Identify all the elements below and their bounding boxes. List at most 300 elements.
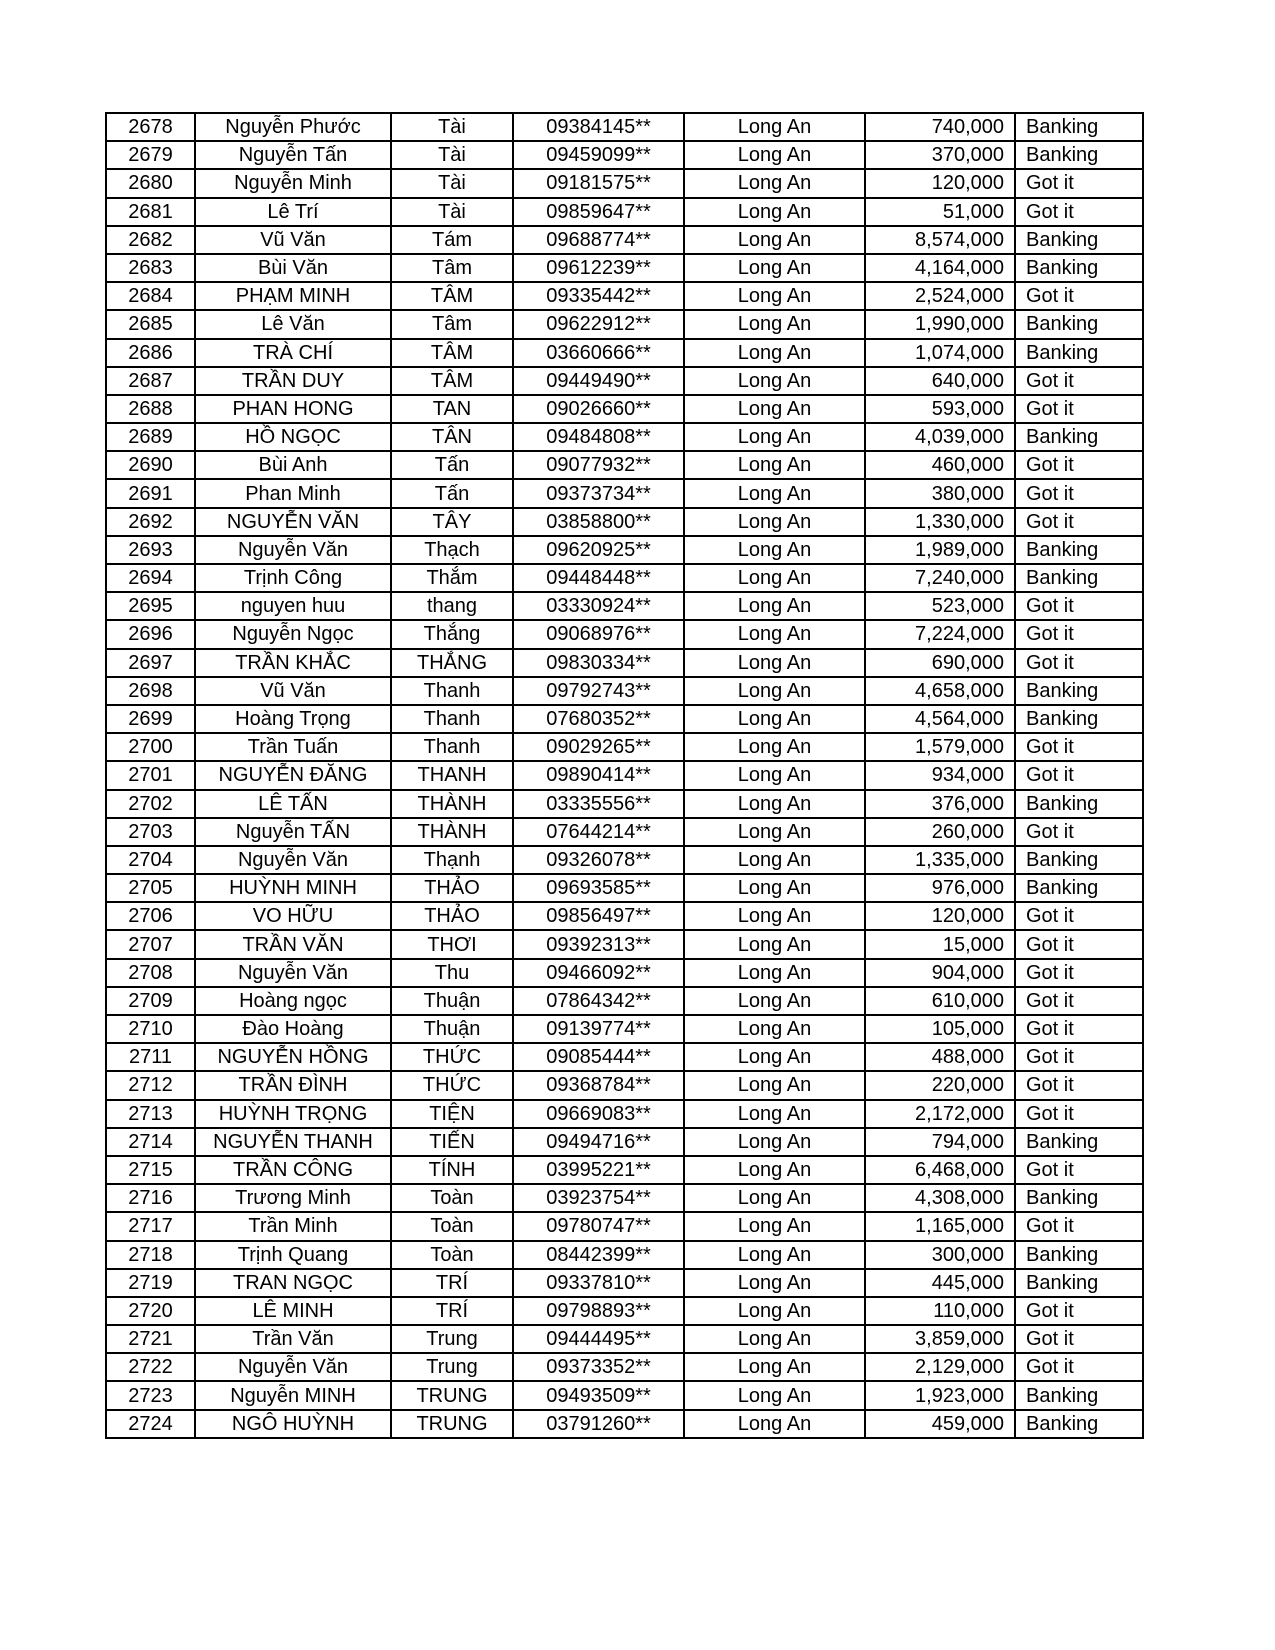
amount-cell: 976,000 [865, 874, 1015, 902]
last-name-cell: TRẦN CÔNG [195, 1156, 391, 1184]
province-cell: Long An [684, 959, 865, 987]
first-name-cell: TÂY [391, 508, 513, 536]
table-row [106, 1410, 1143, 1438]
method-cell: Got it [1015, 1071, 1143, 1099]
amount-cell: 904,000 [865, 959, 1015, 987]
row-number-cell: 2695 [106, 592, 195, 620]
row-number-cell: 2709 [106, 987, 195, 1015]
first-name-cell: Thạnh [391, 846, 513, 874]
province-cell: Long An [684, 367, 865, 395]
table-row [106, 451, 1143, 479]
table-row [106, 423, 1143, 451]
province-cell: Long An [684, 761, 865, 789]
last-name-cell: Nguyễn Văn [195, 959, 391, 987]
table-row [106, 1381, 1143, 1409]
last-name-cell: TRẦN DUY [195, 367, 391, 395]
last-name-cell: Nguyễn TẤN [195, 818, 391, 846]
method-cell: Got it [1015, 282, 1143, 310]
last-name-cell: Lê Trí [195, 198, 391, 226]
province-cell: Long An [684, 226, 865, 254]
province-cell: Long An [684, 1128, 865, 1156]
last-name-cell: NGUYỄN VĂN [195, 508, 391, 536]
method-cell: Got it [1015, 1353, 1143, 1381]
province-cell: Long An [684, 1100, 865, 1128]
row-number-cell: 2678 [106, 113, 195, 141]
first-name-cell: Tài [391, 169, 513, 197]
phone-cell: 09688774** [513, 226, 684, 254]
method-cell: Banking [1015, 677, 1143, 705]
phone-cell: 09029265** [513, 733, 684, 761]
last-name-cell: TRAN NGỌC [195, 1269, 391, 1297]
row-number-cell: 2700 [106, 733, 195, 761]
province-cell: Long An [684, 1015, 865, 1043]
province-cell: Long An [684, 1410, 865, 1438]
row-number-cell: 2722 [106, 1353, 195, 1381]
row-number-cell: 2717 [106, 1212, 195, 1240]
first-name-cell: TRUNG [391, 1381, 513, 1409]
row-number-cell: 2706 [106, 902, 195, 930]
province-cell: Long An [684, 1353, 865, 1381]
row-number-cell: 2693 [106, 536, 195, 564]
province-cell: Long An [684, 423, 865, 451]
method-cell: Banking [1015, 790, 1143, 818]
method-cell: Got it [1015, 395, 1143, 423]
amount-cell: 376,000 [865, 790, 1015, 818]
phone-cell: 07680352** [513, 705, 684, 733]
amount-cell: 8,574,000 [865, 226, 1015, 254]
amount-cell: 110,000 [865, 1297, 1015, 1325]
first-name-cell: TÍNH [391, 1156, 513, 1184]
last-name-cell: Vũ Văn [195, 226, 391, 254]
row-number-cell: 2690 [106, 451, 195, 479]
amount-cell: 593,000 [865, 395, 1015, 423]
phone-cell: 09181575** [513, 169, 684, 197]
row-number-cell: 2679 [106, 141, 195, 169]
phone-cell: 09693585** [513, 874, 684, 902]
province-cell: Long An [684, 1156, 865, 1184]
last-name-cell: Phan Minh [195, 479, 391, 507]
amount-cell: 4,039,000 [865, 423, 1015, 451]
phone-cell: 07864342** [513, 987, 684, 1015]
first-name-cell: THÀNH [391, 818, 513, 846]
row-number-cell: 2719 [106, 1269, 195, 1297]
province-cell: Long An [684, 169, 865, 197]
phone-cell: 09494716** [513, 1128, 684, 1156]
province-cell: Long An [684, 620, 865, 648]
first-name-cell: Tấn [391, 451, 513, 479]
amount-cell: 1,579,000 [865, 733, 1015, 761]
row-number-cell: 2683 [106, 254, 195, 282]
first-name-cell: TÂM [391, 282, 513, 310]
method-cell: Got it [1015, 733, 1143, 761]
province-cell: Long An [684, 113, 865, 141]
method-cell: Banking [1015, 846, 1143, 874]
first-name-cell: THẮNG [391, 649, 513, 677]
phone-cell: 09335442** [513, 282, 684, 310]
last-name-cell: Lê Văn [195, 310, 391, 338]
table-row [106, 310, 1143, 338]
province-cell: Long An [684, 818, 865, 846]
province-cell: Long An [684, 479, 865, 507]
amount-cell: 220,000 [865, 1071, 1015, 1099]
amount-cell: 459,000 [865, 1410, 1015, 1438]
amount-cell: 1,990,000 [865, 310, 1015, 338]
amount-cell: 640,000 [865, 367, 1015, 395]
phone-cell: 09620925** [513, 536, 684, 564]
phone-cell: 09392313** [513, 930, 684, 958]
province-cell: Long An [684, 987, 865, 1015]
method-cell: Got it [1015, 649, 1143, 677]
table-row [106, 1269, 1143, 1297]
method-cell: Banking [1015, 1410, 1143, 1438]
amount-cell: 934,000 [865, 761, 1015, 789]
first-name-cell: Thanh [391, 705, 513, 733]
last-name-cell: Vũ Văn [195, 677, 391, 705]
table-row [106, 282, 1143, 310]
first-name-cell: TRÍ [391, 1297, 513, 1325]
row-number-cell: 2710 [106, 1015, 195, 1043]
last-name-cell: Hoàng Trọng [195, 705, 391, 733]
amount-cell: 300,000 [865, 1241, 1015, 1269]
last-name-cell: PHẠM MINH [195, 282, 391, 310]
table-row [106, 1156, 1143, 1184]
method-cell: Banking [1015, 1241, 1143, 1269]
first-name-cell: THƠI [391, 930, 513, 958]
province-cell: Long An [684, 1269, 865, 1297]
first-name-cell: Thắm [391, 564, 513, 592]
last-name-cell: PHAN HONG [195, 395, 391, 423]
first-name-cell: Thạch [391, 536, 513, 564]
method-cell: Banking [1015, 1381, 1143, 1409]
amount-cell: 488,000 [865, 1043, 1015, 1071]
method-cell: Banking [1015, 1269, 1143, 1297]
first-name-cell: Trung [391, 1353, 513, 1381]
province-cell: Long An [684, 705, 865, 733]
last-name-cell: Trịnh Công [195, 564, 391, 592]
method-cell: Banking [1015, 1128, 1143, 1156]
first-name-cell: TIỆN [391, 1100, 513, 1128]
first-name-cell: Toàn [391, 1241, 513, 1269]
phone-cell: 09780747** [513, 1212, 684, 1240]
first-name-cell: THANH [391, 761, 513, 789]
row-number-cell: 2711 [106, 1043, 195, 1071]
table-row [106, 113, 1143, 141]
first-name-cell: THẢO [391, 902, 513, 930]
amount-cell: 2,524,000 [865, 282, 1015, 310]
table-body [106, 113, 1143, 1438]
amount-cell: 794,000 [865, 1128, 1015, 1156]
province-cell: Long An [684, 846, 865, 874]
last-name-cell: Hoàng ngọc [195, 987, 391, 1015]
method-cell: Got it [1015, 902, 1143, 930]
method-cell: Got it [1015, 959, 1143, 987]
last-name-cell: Nguyễn Văn [195, 1353, 391, 1381]
method-cell: Got it [1015, 1297, 1143, 1325]
table-row [106, 930, 1143, 958]
last-name-cell: Nguyễn Văn [195, 536, 391, 564]
first-name-cell: TIẾN [391, 1128, 513, 1156]
table-row [106, 761, 1143, 789]
province-cell: Long An [684, 1381, 865, 1409]
phone-cell: 09890414** [513, 761, 684, 789]
amount-cell: 610,000 [865, 987, 1015, 1015]
province-cell: Long An [684, 1043, 865, 1071]
last-name-cell: Trần Tuấn [195, 733, 391, 761]
first-name-cell: THỨC [391, 1043, 513, 1071]
amount-cell: 120,000 [865, 169, 1015, 197]
first-name-cell: Thuận [391, 987, 513, 1015]
table-row [106, 254, 1143, 282]
province-cell: Long An [684, 1241, 865, 1269]
method-cell: Got it [1015, 169, 1143, 197]
row-number-cell: 2718 [106, 1241, 195, 1269]
last-name-cell: Nguyễn Minh [195, 169, 391, 197]
amount-cell: 370,000 [865, 141, 1015, 169]
first-name-cell: Thắng [391, 620, 513, 648]
phone-cell: 09444495** [513, 1325, 684, 1353]
table-row [106, 1184, 1143, 1212]
phone-cell: 03858800** [513, 508, 684, 536]
row-number-cell: 2702 [106, 790, 195, 818]
first-name-cell: Tài [391, 141, 513, 169]
method-cell: Got it [1015, 620, 1143, 648]
table-row [106, 198, 1143, 226]
phone-cell: 09373352** [513, 1353, 684, 1381]
method-cell: Banking [1015, 226, 1143, 254]
last-name-cell: Bùi Anh [195, 451, 391, 479]
province-cell: Long An [684, 592, 865, 620]
table-row [106, 564, 1143, 592]
table-row [106, 536, 1143, 564]
row-number-cell: 2687 [106, 367, 195, 395]
phone-cell: 09459099** [513, 141, 684, 169]
method-cell: Got it [1015, 1212, 1143, 1240]
method-cell: Banking [1015, 564, 1143, 592]
method-cell: Banking [1015, 423, 1143, 451]
last-name-cell: Trương Minh [195, 1184, 391, 1212]
phone-cell: 03660666** [513, 339, 684, 367]
row-number-cell: 2723 [106, 1381, 195, 1409]
last-name-cell: NGUYỄN HỒNG [195, 1043, 391, 1071]
last-name-cell: nguyen huu [195, 592, 391, 620]
row-number-cell: 2708 [106, 959, 195, 987]
province-cell: Long An [684, 451, 865, 479]
method-cell: Got it [1015, 451, 1143, 479]
table-row [106, 1241, 1143, 1269]
table-row [106, 1043, 1143, 1071]
row-number-cell: 2712 [106, 1071, 195, 1099]
phone-cell: 09493509** [513, 1381, 684, 1409]
phone-cell: 09384145** [513, 113, 684, 141]
province-cell: Long An [684, 902, 865, 930]
last-name-cell: NGUYỄN ĐĂNG [195, 761, 391, 789]
amount-cell: 6,468,000 [865, 1156, 1015, 1184]
row-number-cell: 2681 [106, 198, 195, 226]
province-cell: Long An [684, 508, 865, 536]
row-number-cell: 2704 [106, 846, 195, 874]
province-cell: Long An [684, 1184, 865, 1212]
method-cell: Got it [1015, 818, 1143, 846]
row-number-cell: 2699 [106, 705, 195, 733]
phone-cell: 09326078** [513, 846, 684, 874]
last-name-cell: TRÀ CHÍ [195, 339, 391, 367]
last-name-cell: HUỲNH MINH [195, 874, 391, 902]
method-cell: Banking [1015, 339, 1143, 367]
last-name-cell: Trịnh Quang [195, 1241, 391, 1269]
method-cell: Banking [1015, 310, 1143, 338]
table-row [106, 987, 1143, 1015]
province-cell: Long An [684, 395, 865, 423]
method-cell: Got it [1015, 930, 1143, 958]
phone-cell: 08442399** [513, 1241, 684, 1269]
method-cell: Got it [1015, 198, 1143, 226]
row-number-cell: 2721 [106, 1325, 195, 1353]
amount-cell: 105,000 [865, 1015, 1015, 1043]
method-cell: Got it [1015, 1015, 1143, 1043]
amount-cell: 380,000 [865, 479, 1015, 507]
table-row [106, 395, 1143, 423]
amount-cell: 740,000 [865, 113, 1015, 141]
last-name-cell: TRẦN KHẮC [195, 649, 391, 677]
row-number-cell: 2705 [106, 874, 195, 902]
province-cell: Long An [684, 1071, 865, 1099]
phone-cell: 09798893** [513, 1297, 684, 1325]
phone-cell: 09856497** [513, 902, 684, 930]
last-name-cell: TRẦN ĐÌNH [195, 1071, 391, 1099]
first-name-cell: Toàn [391, 1184, 513, 1212]
table-row [106, 1100, 1143, 1128]
province-cell: Long An [684, 677, 865, 705]
phone-cell: 09337810** [513, 1269, 684, 1297]
amount-cell: 15,000 [865, 930, 1015, 958]
phone-cell: 03335556** [513, 790, 684, 818]
table-row [106, 508, 1143, 536]
amount-cell: 3,859,000 [865, 1325, 1015, 1353]
method-cell: Banking [1015, 141, 1143, 169]
row-number-cell: 2684 [106, 282, 195, 310]
table-row [106, 592, 1143, 620]
table-row [106, 902, 1143, 930]
row-number-cell: 2696 [106, 620, 195, 648]
method-cell: Got it [1015, 367, 1143, 395]
method-cell: Got it [1015, 1100, 1143, 1128]
province-cell: Long An [684, 1212, 865, 1240]
amount-cell: 2,172,000 [865, 1100, 1015, 1128]
province-cell: Long An [684, 198, 865, 226]
amount-cell: 4,308,000 [865, 1184, 1015, 1212]
method-cell: Got it [1015, 1156, 1143, 1184]
phone-cell: 09484808** [513, 423, 684, 451]
first-name-cell: Thuận [391, 1015, 513, 1043]
phone-cell: 09368784** [513, 1071, 684, 1099]
first-name-cell: Toàn [391, 1212, 513, 1240]
phone-cell: 09612239** [513, 254, 684, 282]
method-cell: Got it [1015, 1043, 1143, 1071]
last-name-cell: LÊ TẤN [195, 790, 391, 818]
first-name-cell: Thanh [391, 677, 513, 705]
table-row [106, 169, 1143, 197]
phone-cell: 09139774** [513, 1015, 684, 1043]
last-name-cell: HỒ NGỌC [195, 423, 391, 451]
phone-cell: 09077932** [513, 451, 684, 479]
method-cell: Got it [1015, 1325, 1143, 1353]
phone-cell: 09085444** [513, 1043, 684, 1071]
amount-cell: 260,000 [865, 818, 1015, 846]
method-cell: Got it [1015, 508, 1143, 536]
phone-cell: 09859647** [513, 198, 684, 226]
phone-cell: 09622912** [513, 310, 684, 338]
table-row [106, 1297, 1143, 1325]
method-cell: Got it [1015, 592, 1143, 620]
amount-cell: 51,000 [865, 198, 1015, 226]
last-name-cell: NGÔ HUỲNH [195, 1410, 391, 1438]
province-cell: Long An [684, 564, 865, 592]
phone-cell: 09026660** [513, 395, 684, 423]
amount-cell: 690,000 [865, 649, 1015, 677]
amount-cell: 460,000 [865, 451, 1015, 479]
first-name-cell: TRÍ [391, 1269, 513, 1297]
first-name-cell: Tâm [391, 310, 513, 338]
province-cell: Long An [684, 310, 865, 338]
phone-cell: 09792743** [513, 677, 684, 705]
table-row [106, 846, 1143, 874]
province-cell: Long An [684, 1297, 865, 1325]
table-row [106, 1212, 1143, 1240]
province-cell: Long An [684, 282, 865, 310]
row-number-cell: 2720 [106, 1297, 195, 1325]
province-cell: Long An [684, 1325, 865, 1353]
method-cell: Got it [1015, 987, 1143, 1015]
method-cell: Banking [1015, 1184, 1143, 1212]
amount-cell: 4,164,000 [865, 254, 1015, 282]
row-number-cell: 2685 [106, 310, 195, 338]
province-cell: Long An [684, 649, 865, 677]
method-cell: Banking [1015, 874, 1143, 902]
row-number-cell: 2714 [106, 1128, 195, 1156]
table-row [106, 1071, 1143, 1099]
amount-cell: 7,224,000 [865, 620, 1015, 648]
table-row [106, 226, 1143, 254]
last-name-cell: TRẦN VĂN [195, 930, 391, 958]
first-name-cell: Thanh [391, 733, 513, 761]
table-row [106, 367, 1143, 395]
method-cell: Banking [1015, 705, 1143, 733]
row-number-cell: 2680 [106, 169, 195, 197]
table-row [106, 1015, 1143, 1043]
phone-cell: 09448448** [513, 564, 684, 592]
last-name-cell: Trần Minh [195, 1212, 391, 1240]
amount-cell: 1,923,000 [865, 1381, 1015, 1409]
row-number-cell: 2701 [106, 761, 195, 789]
last-name-cell: Nguyễn Phước [195, 113, 391, 141]
last-name-cell: Nguyễn Văn [195, 846, 391, 874]
phone-cell: 09068976** [513, 620, 684, 648]
table-row [106, 677, 1143, 705]
row-number-cell: 2716 [106, 1184, 195, 1212]
row-number-cell: 2724 [106, 1410, 195, 1438]
amount-cell: 4,564,000 [865, 705, 1015, 733]
last-name-cell: NGUYỄN THANH [195, 1128, 391, 1156]
first-name-cell: TRUNG [391, 1410, 513, 1438]
data-table [105, 112, 1144, 1439]
province-cell: Long An [684, 536, 865, 564]
first-name-cell: Thu [391, 959, 513, 987]
amount-cell: 4,658,000 [865, 677, 1015, 705]
method-cell: Got it [1015, 479, 1143, 507]
amount-cell: 7,240,000 [865, 564, 1015, 592]
amount-cell: 120,000 [865, 902, 1015, 930]
method-cell: Banking [1015, 254, 1143, 282]
